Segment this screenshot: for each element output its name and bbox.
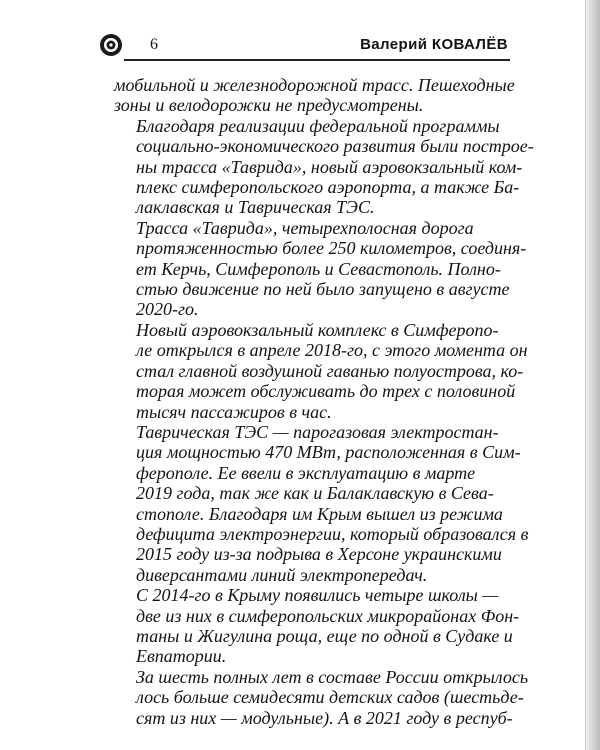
text-line: стью движение по ней было запущено в августе (136, 279, 510, 300)
page-edge (586, 0, 600, 750)
running-head (110, 28, 510, 64)
text-line: мобильной и железнодорожной трасс. Пешеходные (114, 75, 515, 95)
text-line: Евпатории. (136, 646, 227, 667)
page-number: 6 (150, 36, 158, 53)
paragraph (114, 585, 520, 667)
text-line: С 2014-го в Крыму появились четыре школы — (136, 585, 499, 606)
text-line: сят из них — модульные). А в 2021 году в респуб- (136, 707, 513, 728)
paragraph (114, 666, 529, 728)
text-line: дефицита электроэнергии, который образовался в (136, 523, 529, 544)
text-line: две из них в симферопольских микрорайонах Фон- (136, 605, 520, 626)
paragraph (114, 217, 527, 320)
text-line: Новый аэровокзальный комплекс в Симферопо- (136, 319, 499, 340)
text-line: плекс симферопольского аэропорта, а также Ба- (136, 177, 520, 198)
text-line: тысяч пассажиров в час. (136, 401, 332, 422)
text-line: торая может обслуживать до трех с половиной (136, 381, 516, 402)
text-line: За шесть полных лет в составе России открылось (136, 666, 529, 687)
text-line: ны трасса «Таврида», новый аэровокзальный ком- (136, 156, 523, 177)
text-line: 2015 году из-за подрыва в Херсоне украинскими (136, 544, 502, 565)
text-line: ле открылся в апреле 2018-го, с этого момента он (136, 340, 528, 361)
paragraph (114, 319, 528, 422)
text-line: зоны и велодорожки не предусмотрены. (114, 95, 424, 116)
text-line: ет Керчь, Симферополь и Севастополь. Полно- (136, 258, 501, 279)
text-line: Трасса «Таврида», четырехполосная дорога (136, 217, 474, 238)
text-line: диверсантами линий электропередач. (136, 564, 428, 585)
text-line: 2020-го. (136, 299, 199, 320)
header-rule (124, 59, 510, 61)
paragraph (114, 75, 515, 116)
paragraph (114, 421, 529, 585)
text-line: ферополе. Ее ввели в эксплуатацию в марте (136, 462, 476, 483)
text-line: стополе. Благодаря им Крым вышел из режима (136, 503, 503, 524)
running-head-author: Валерий КОВАЛЁВ (360, 36, 508, 53)
ornament-icon (98, 32, 124, 58)
body-text (114, 75, 534, 728)
text-line: 2019 года, так же как и Балаклавскую в Сева- (136, 483, 494, 504)
text-line: ция мощностью 470 МВт, расположенная в Сим- (136, 442, 521, 463)
text-line: Таврическая ТЭС — парогазовая электростан- (136, 421, 499, 442)
paragraph (114, 115, 534, 218)
text-line: лаклавская и Таврическая ТЭС. (136, 197, 375, 218)
text-line: протяженностью более 250 километров, соединя- (136, 238, 527, 259)
text-line: социально-экономического развития были построе- (136, 136, 534, 157)
text-line: Благодаря реализации федеральной программы (136, 115, 500, 136)
text-line: стал главной воздушной гаванью полуострова, ко- (136, 360, 524, 381)
text-line: таны и Жигулина роща, еще по одной в Судаке и (136, 625, 513, 646)
text-line: лось больше семидесяти детских садов (шестьде- (136, 687, 524, 708)
